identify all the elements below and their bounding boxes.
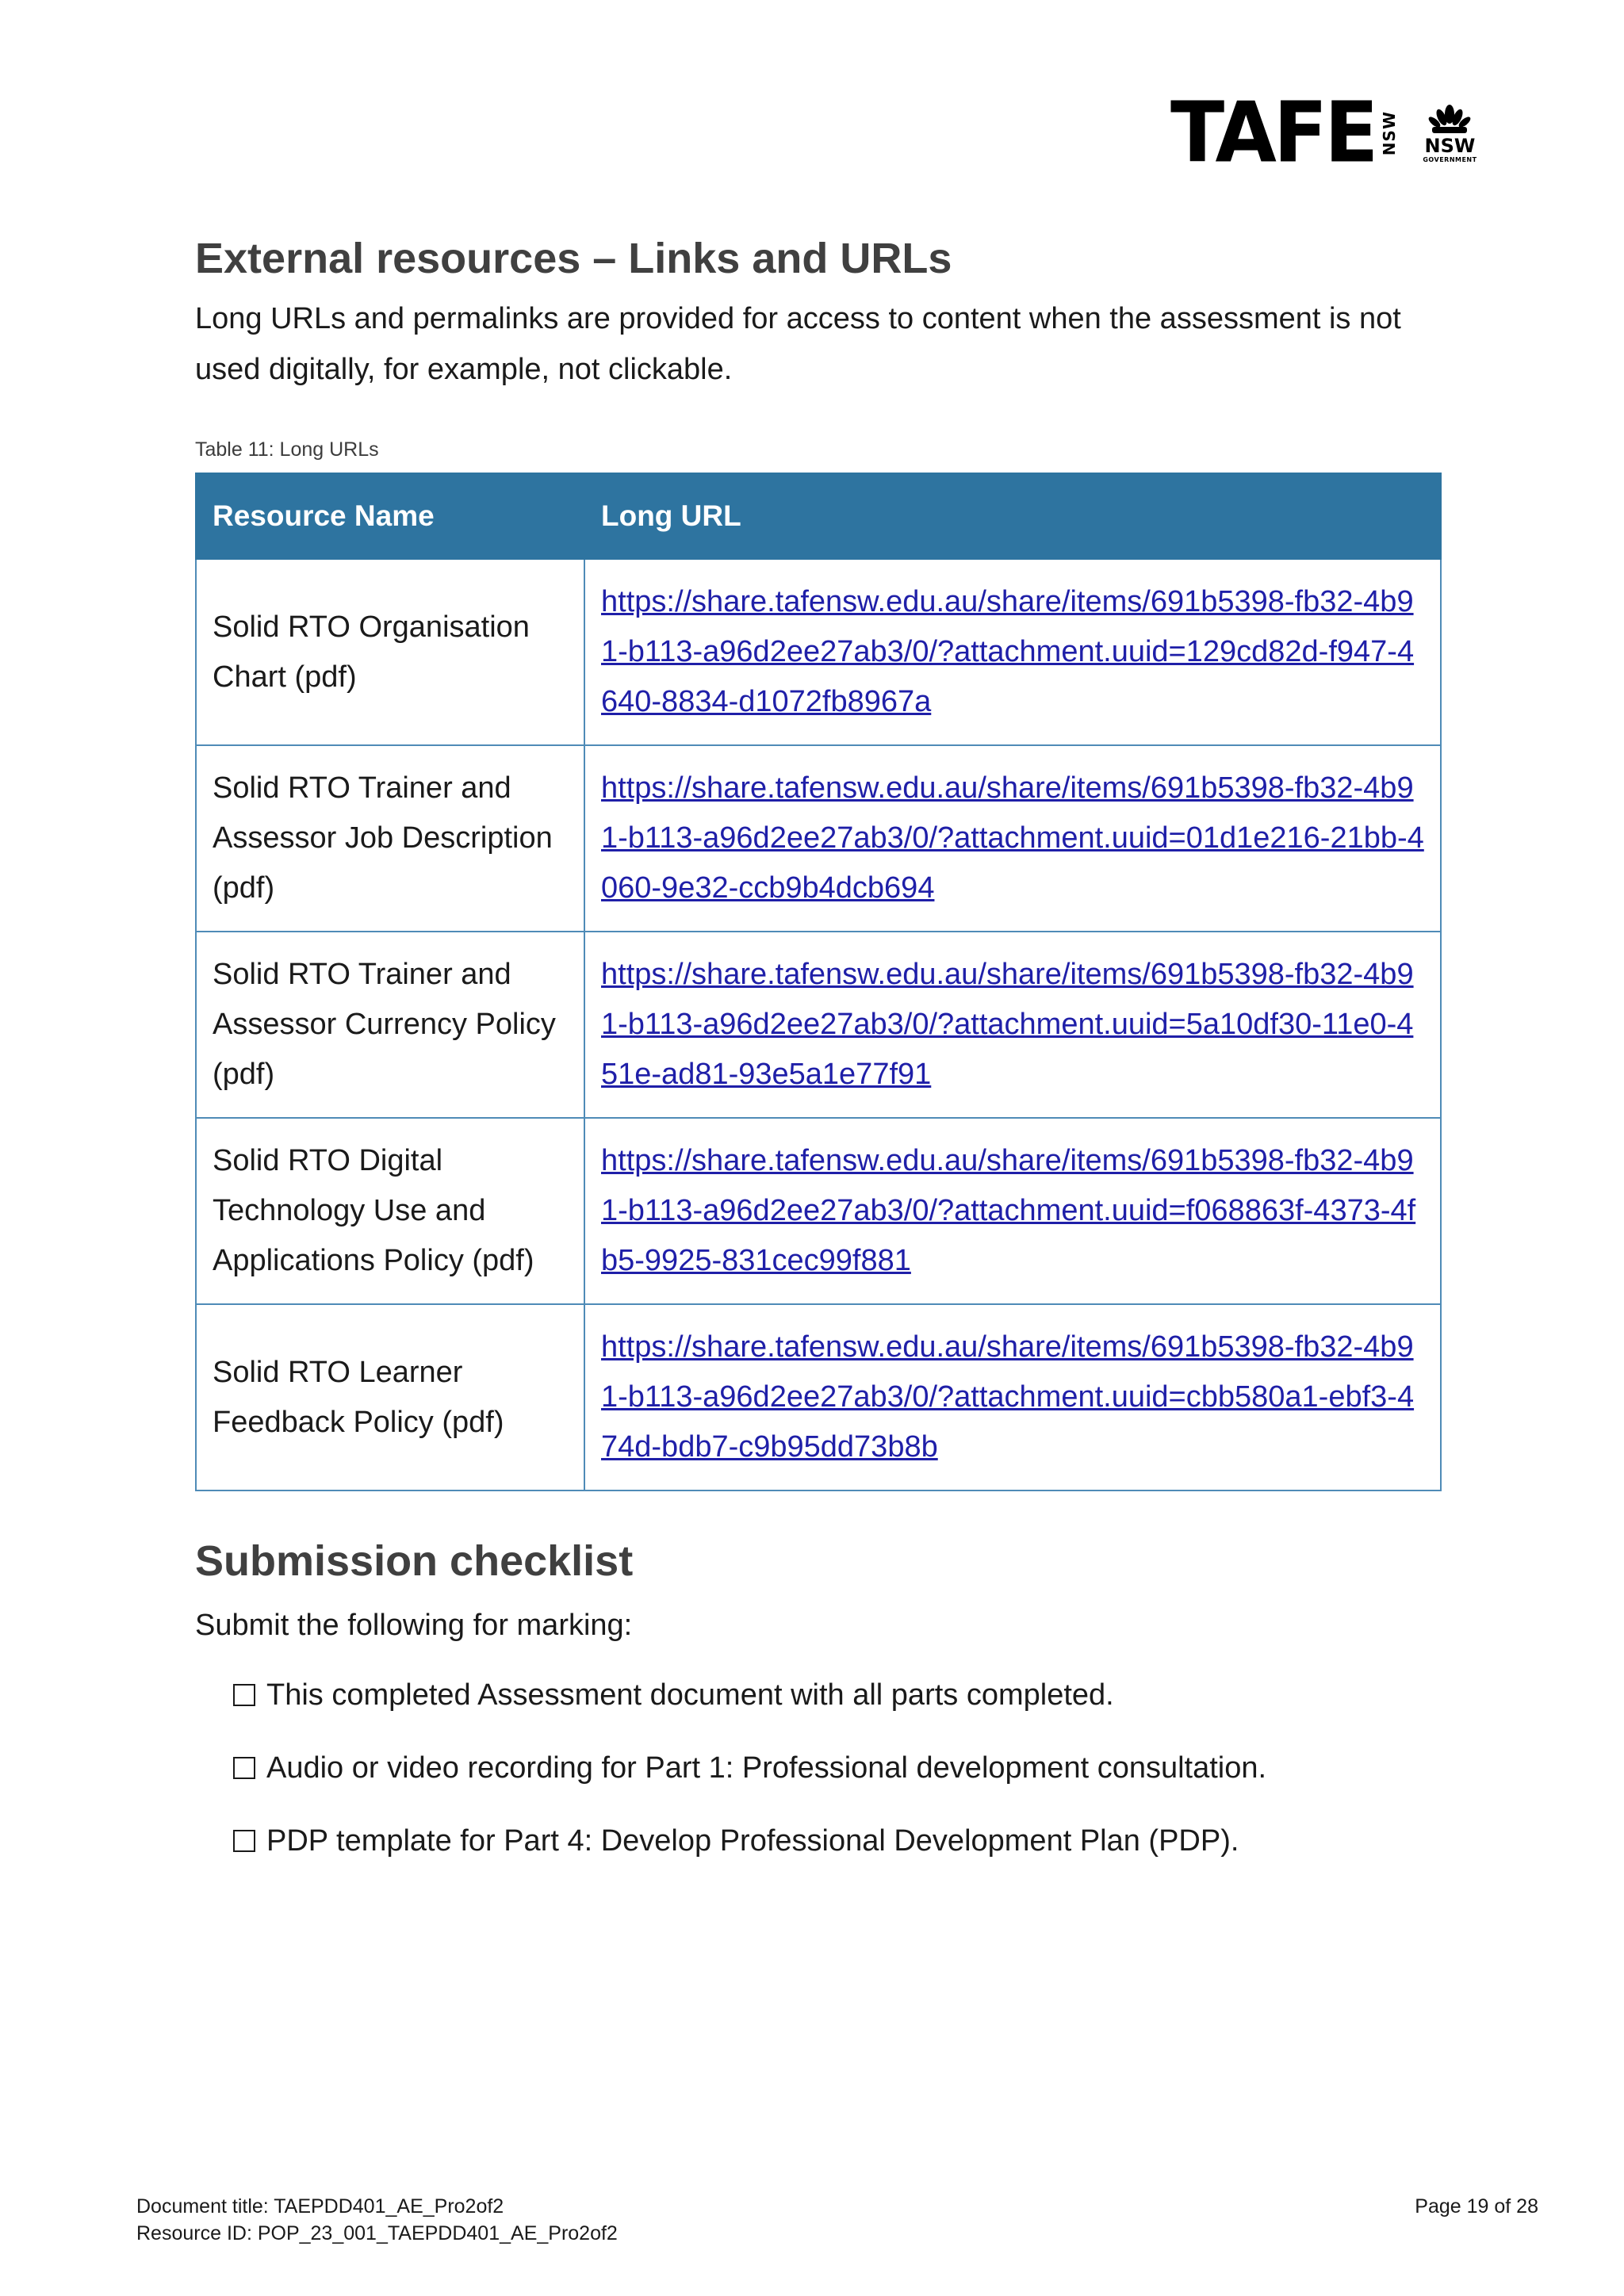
table-row (196, 745, 1441, 932)
government-label: GOVERNMENT (1423, 156, 1477, 163)
url-cell (584, 1304, 1441, 1490)
resource-name-cell: Solid RTO Digital Technology Use and Applications Policy (pdf) (196, 1118, 584, 1304)
url-cell (584, 559, 1441, 745)
resource-link[interactable]: https://share.tafensw.edu.au/share/items/691b5398-fb32-4b91-b113-a96d2ee27ab3/0/?attachment.uuid=129cd82d-f947-4640-8834-d1072fb8967a (601, 585, 1415, 718)
table-row (196, 932, 1441, 1118)
page-number: Page 19 of 28 (1415, 2195, 1538, 2218)
table-caption: Table 11: Long URLs (195, 438, 379, 461)
resource-link[interactable]: https://share.tafensw.edu.au/share/items/691b5398-fb32-4b91-b113-a96d2ee27ab3/0/?attachment.uuid=01d1e216-21bb-4060-9e32-ccb9b4dcb694 (601, 771, 1424, 905)
tafe-logo-word: TAFE (1170, 84, 1376, 182)
resource-id: Resource ID: POP_23_001_TAEPDD401_AE_Pro2of2 (136, 2222, 618, 2244)
resource-name-cell: Solid RTO Trainer and Assessor Currency Policy (pdf) (196, 932, 584, 1118)
checklist-item-label: Audio or video recording for Part 1: Professional development consultation. (266, 1751, 1267, 1785)
checklist-item-label: This completed Assessment document with all parts completed. (266, 1678, 1114, 1712)
checkbox[interactable] (233, 1684, 255, 1706)
checklist-item (233, 1747, 1440, 1789)
checklist-item (233, 1674, 1440, 1716)
section-intro: Long URLs and permalinks are provided for access to content when the assessment is not used digitally, for example, not clickable. (195, 302, 1401, 386)
page-footer (136, 2193, 1538, 2247)
nsw-government-logo (1421, 103, 1478, 163)
nsw-label: NSW (1424, 135, 1476, 157)
checkbox[interactable] (233, 1757, 255, 1779)
table-row (196, 1118, 1441, 1304)
resource-name-cell: Solid RTO Learner Feedback Policy (pdf) (196, 1304, 584, 1490)
resource-name-cell: Solid RTO Organisation Chart (pdf) (196, 559, 584, 745)
url-cell (584, 745, 1441, 932)
checkbox[interactable] (233, 1830, 255, 1852)
checklist-item (233, 1820, 1440, 1862)
table-row (196, 559, 1441, 745)
waratah-icon (1426, 103, 1473, 135)
checklist-item-label: PDP template for Part 4: Develop Professional Development Plan (PDP). (266, 1824, 1239, 1858)
document-title: Document title: TAEPDD401_AE_Pro2of2 (136, 2195, 504, 2218)
section-heading: External resources – Links and URLs (195, 235, 952, 282)
checklist-heading: Submission checklist (195, 1537, 634, 1585)
resource-link[interactable]: https://share.tafensw.edu.au/share/items/691b5398-fb32-4b91-b113-a96d2ee27ab3/0/?attachment.uuid=5a10df30-11e0-451e-ad81-93e5a1e77f91 (601, 958, 1414, 1091)
resource-link[interactable]: https://share.tafensw.edu.au/share/items/691b5398-fb32-4b91-b113-a96d2ee27ab3/0/?attachment.uuid=f068863f-4373-4fb5-9925-831cec99f881 (601, 1144, 1416, 1277)
long-urls-table (195, 473, 1442, 1491)
table-header-row (196, 473, 1441, 559)
column-header-long-url: Long URL (584, 473, 1441, 559)
checklist-intro: Submit the following for marking: (195, 1609, 633, 1642)
column-header-resource-name: Resource Name (196, 473, 584, 559)
tafe-logo-nsw: NSW (1380, 110, 1400, 156)
submission-checklist (233, 1674, 1440, 1862)
url-cell (584, 1118, 1441, 1304)
resource-name-cell: Solid RTO Trainer and Assessor Job Description (pdf) (196, 745, 584, 932)
resource-link[interactable]: https://share.tafensw.edu.au/share/items/691b5398-fb32-4b91-b113-a96d2ee27ab3/0/?attachment.uuid=cbb580a1-ebf3-474d-bdb7-c9b95dd73b8b (601, 1330, 1415, 1464)
url-cell (584, 932, 1441, 1118)
main-content (195, 227, 1440, 1892)
logo (1170, 84, 1478, 182)
table-row (196, 1304, 1441, 1490)
